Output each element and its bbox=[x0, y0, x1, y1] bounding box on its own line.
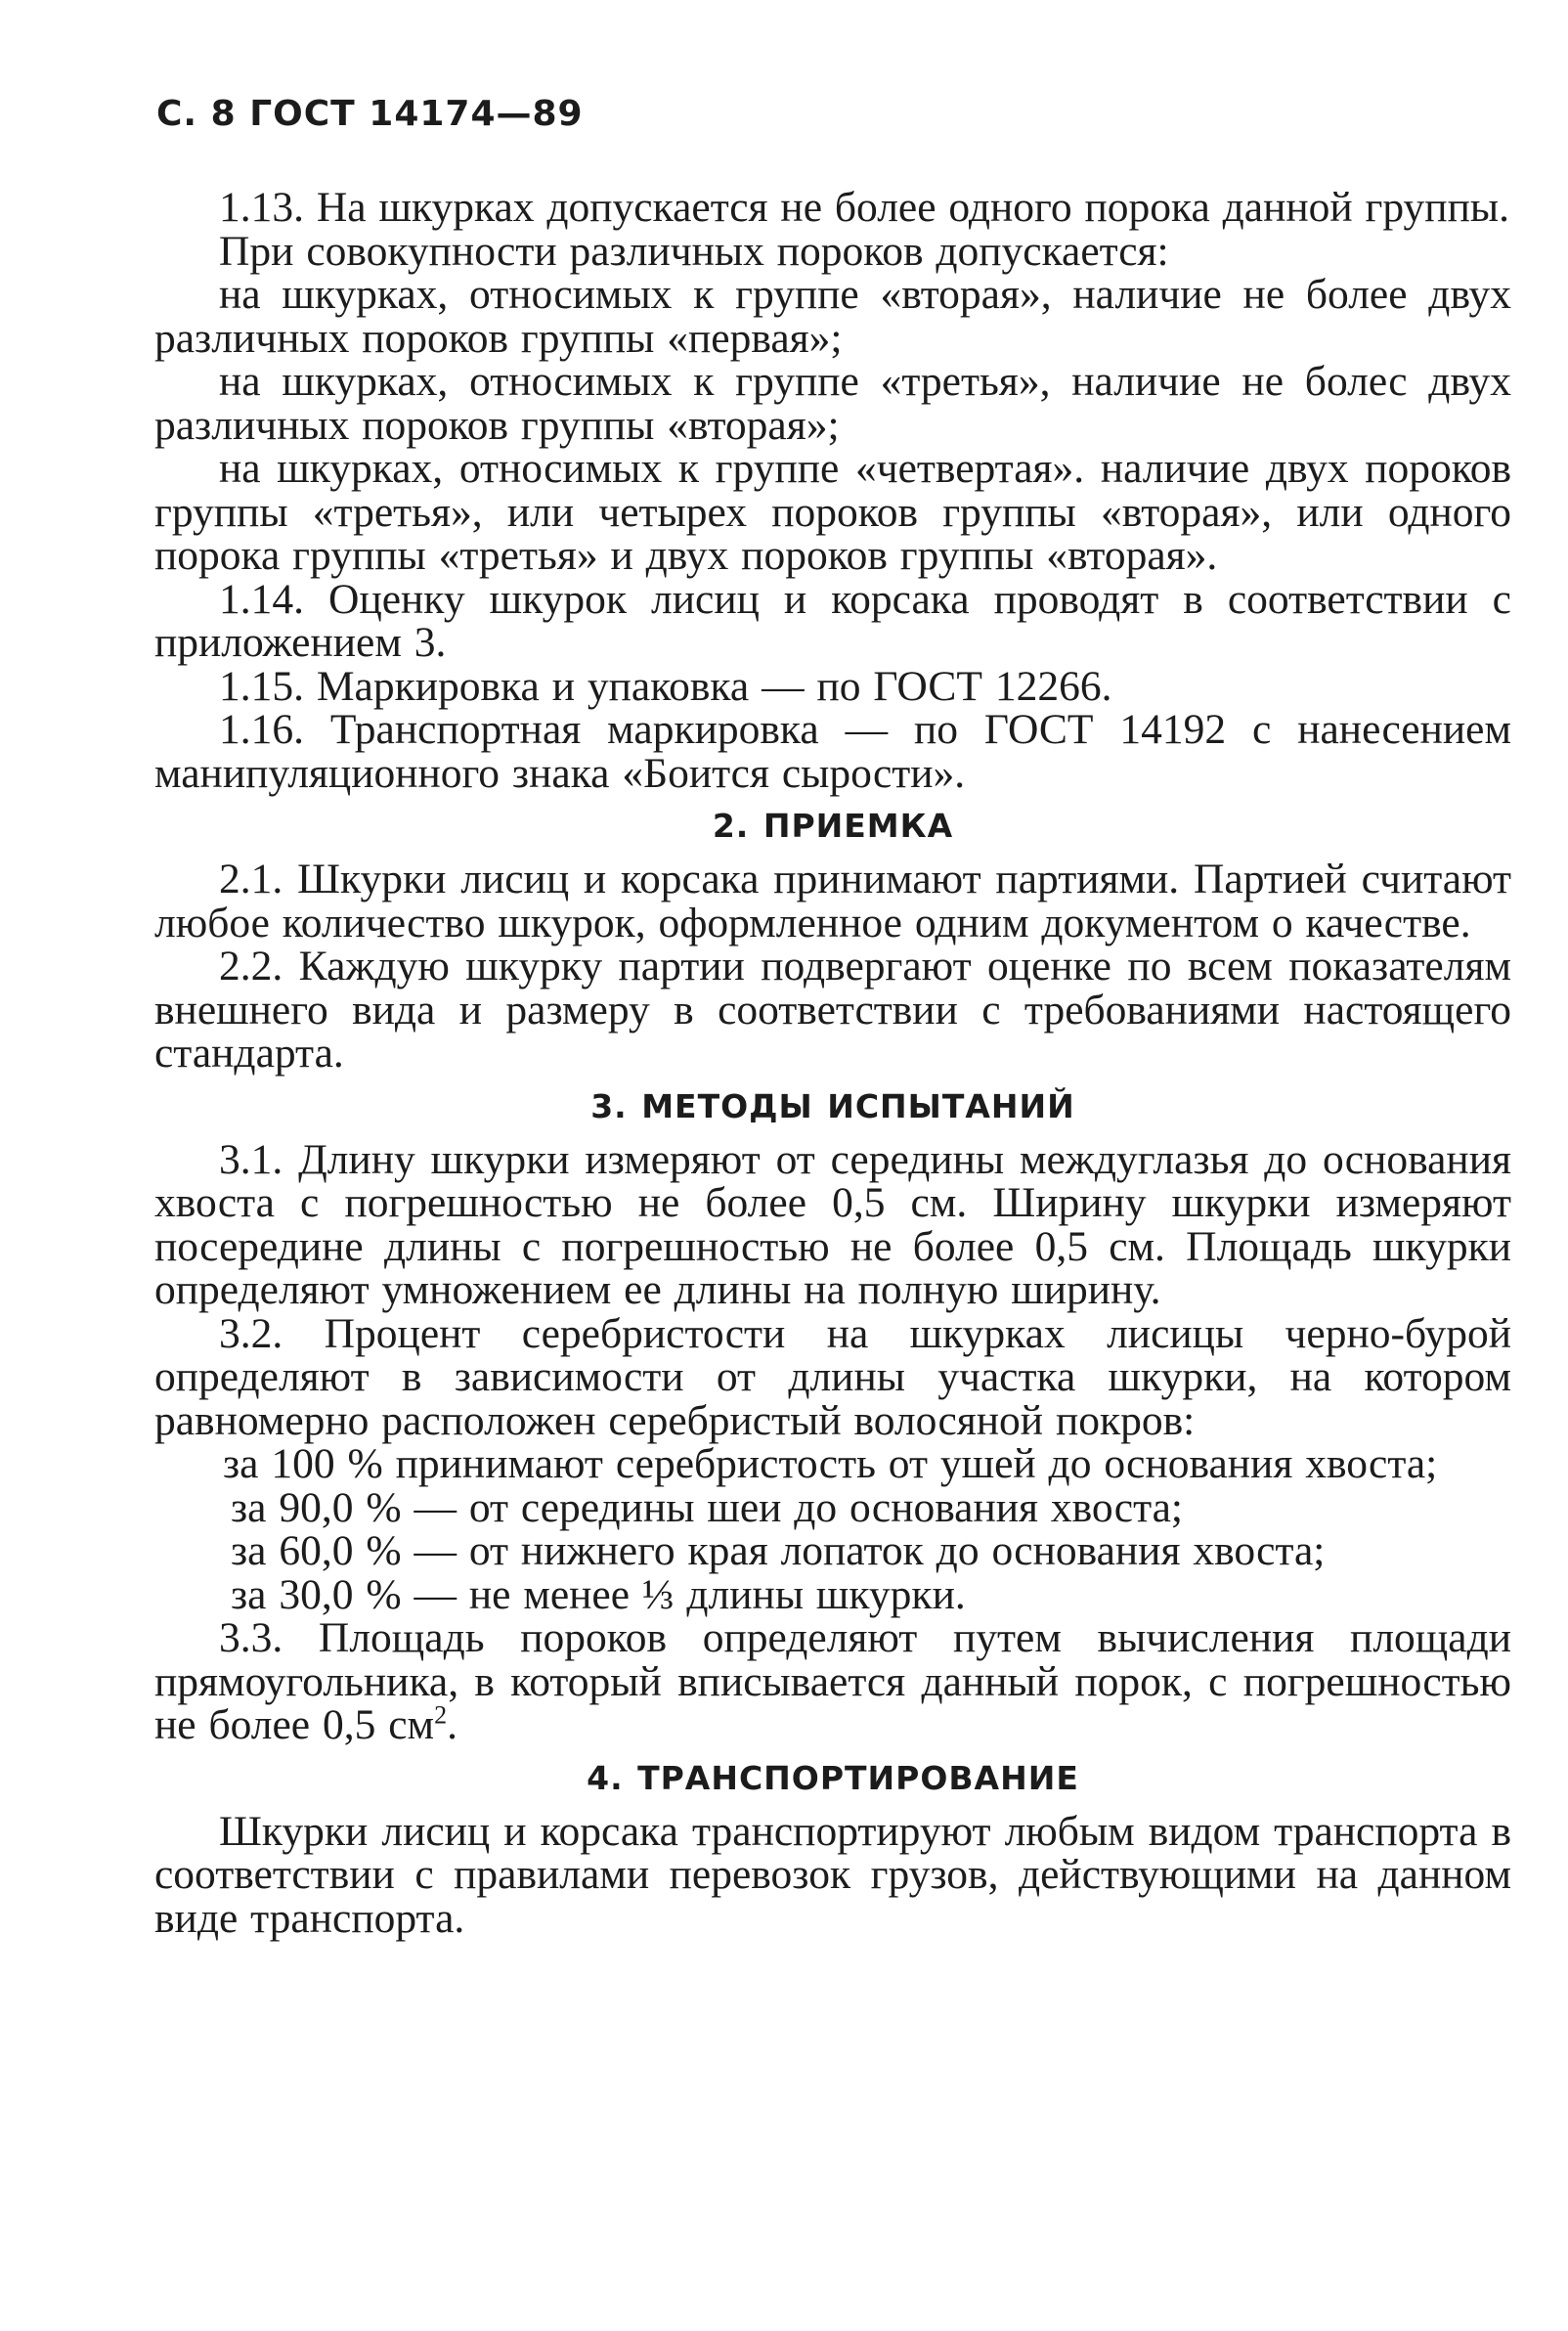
paragraph-group-fourth: на шкурках, относимых к группе «четвертая». наличие двух пороков группы «третья», или четырех пороков группы «вторая», или одного порока группы «третья» и двух пороков группы «вторая». bbox=[154, 445, 1511, 579]
paragraph-3-3-text: 3.3. Площадь пороков определяют путем вычисления площади прямоугольника, в который вписывается данный порок, с погрешностью не более 0,5 см bbox=[154, 1614, 1511, 1748]
paragraph-group-third: на шкурках, относимых к группе «третья», наличие не болес двух различных пороков группы «вторая»; bbox=[154, 358, 1511, 449]
paragraph-3-1: 3.1. Длину шкурки измеряют от середины междуглазья до основания хвоста с погрешностью не более 0,5 см. Ширину шкурки измеряют посередине длины с погрешностью не более 0,5 см. Площадь шкурки определяют умножением ее длины на полную ширину. bbox=[154, 1135, 1511, 1313]
paragraph-3-3-period: . bbox=[447, 1701, 457, 1748]
paragraph-1-15: 1.15. Маркировка и упаковка — по ГОСТ 12266. bbox=[219, 662, 1112, 710]
section-heading-test-methods: 3. МЕТОДЫ ИСПЫТАНИЙ bbox=[590, 1086, 1075, 1125]
paragraph-1-13: 1.13. На шкурках допускается не более одного порока данной группы. bbox=[219, 184, 1509, 231]
paragraph-silver-60: за 60,0 % — от нижнего края лопаток до основания хвоста; bbox=[231, 1527, 1326, 1574]
paragraph-2-2: 2.2. Каждую шкурку партии подвергают оценке по всем показателям внешнего вида и размеру в соответствии с требованиями настоящего стандарта. bbox=[154, 943, 1511, 1077]
paragraph-4: Шкурки лисиц и корсака транспортируют любым видом транспорта в соответствии с правилами перевозок грузов, действующими на данном виде транспорта. bbox=[154, 1807, 1511, 1942]
paragraph-silver-30: за 30,0 % — не менее ⅓ длины шкурки. bbox=[231, 1570, 966, 1618]
paragraph-group-second: на шкурках, относимых к группе «вторая», наличие не более двух различных пороков группы «первая»; bbox=[154, 271, 1511, 362]
document-body bbox=[154, 186, 1511, 1940]
section-heading-acceptance: 2. ПРИЕМКА bbox=[712, 807, 954, 845]
superscript-2: 2 bbox=[434, 1700, 448, 1730]
paragraph-1-14: 1.14. Оценку шкурок лисиц и корсака проводят в соответствии с приложением 3. bbox=[154, 575, 1511, 666]
paragraph-3-2: 3.2. Процент серебристости на шкурках лисицы черно-бурой определяют в зависимости от длины участка шкурки, на котором равномерно расположен серебристый волосяной покров: bbox=[154, 1309, 1511, 1444]
paragraph-2-1: 2.1. Шкурки лисиц и корсака принимают партиями. Партией считают любое количество шкурок, оформленное одним документом о качестве. bbox=[154, 856, 1511, 946]
paragraph-1-16: 1.16. Транспортная маркировка — по ГОСТ 14192 с нанесением манипуляционного знака «Боится сырости». bbox=[154, 706, 1511, 797]
paragraph-silver-100: за 100 % принимают серебристость от ушей до основания хвоста; bbox=[223, 1440, 1438, 1487]
paragraph-silver-90: за 90,0 % — от середины шеи до основания хвоста; bbox=[231, 1483, 1184, 1531]
paragraph-combination: При совокупности различных пороков допускается: bbox=[219, 227, 1169, 275]
running-head: С. 8 ГОСТ 14174—89 bbox=[156, 94, 584, 134]
section-heading-transportation: 4. ТРАНСПОРТИРОВАНИЕ bbox=[587, 1758, 1079, 1797]
paragraph-3-3 bbox=[154, 1616, 1511, 1747]
